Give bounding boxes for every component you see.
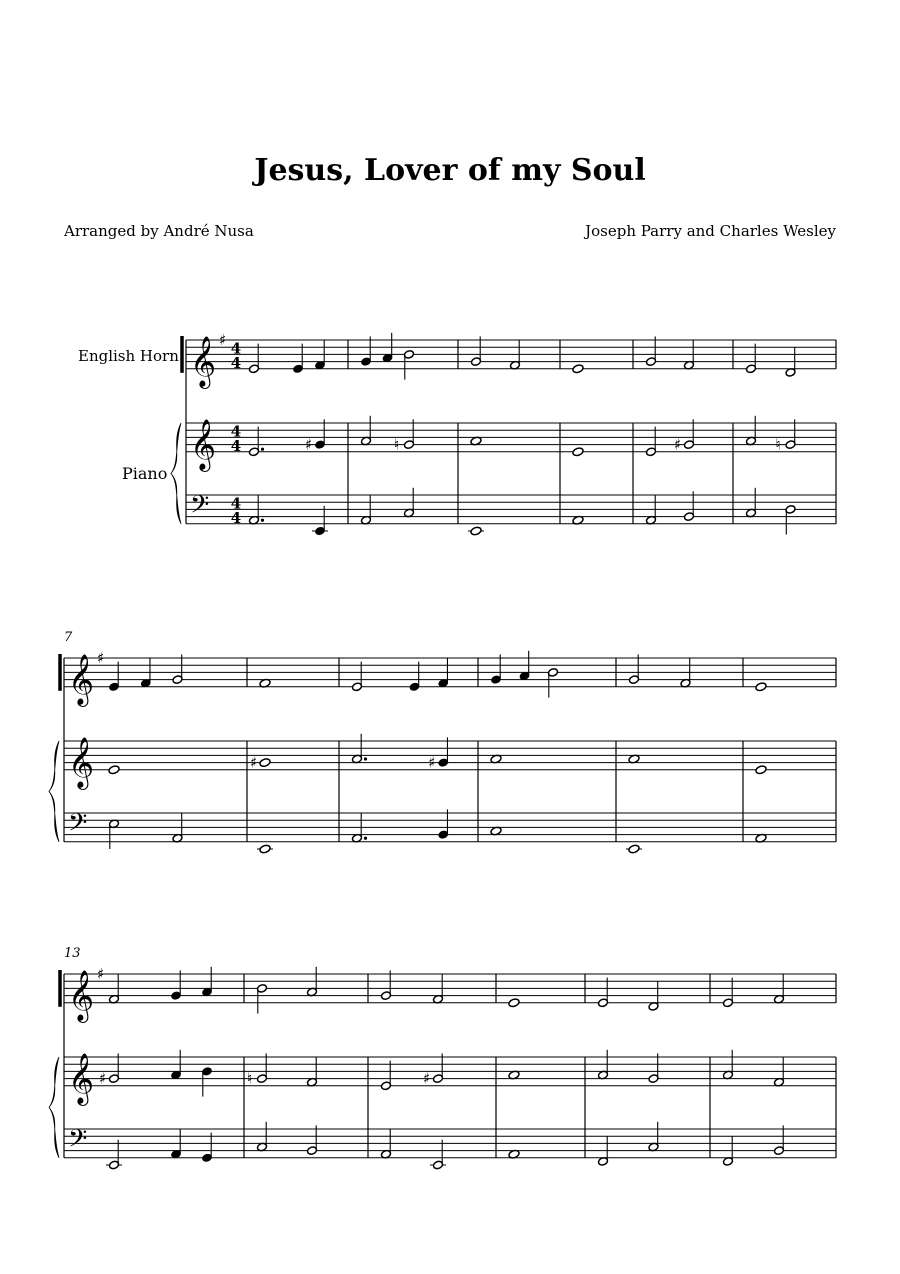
- english-horn-label: English Horn: [78, 347, 179, 365]
- treble-clef-icon: 𝄞: [68, 1052, 95, 1104]
- note: [381, 1129, 392, 1159]
- note: [572, 364, 584, 374]
- note: [684, 491, 695, 521]
- note: [629, 654, 640, 684]
- note: [315, 340, 326, 370]
- notehead: [259, 844, 271, 854]
- dot: [261, 448, 264, 451]
- note: [202, 1133, 213, 1163]
- bass-clef-icon: 𝄢: [68, 808, 88, 844]
- note: [404, 488, 415, 518]
- note: [746, 488, 757, 518]
- treble-clef-icon: 𝄞: [68, 969, 95, 1021]
- note: [438, 658, 449, 688]
- sharp-accidental-icon: ♯: [305, 435, 313, 454]
- bass-clef-icon: 𝄢: [68, 1124, 88, 1160]
- note: [755, 682, 767, 692]
- composer-credit: Joseph Parry and Charles Wesley: [585, 222, 836, 240]
- note: [361, 336, 372, 366]
- system-3: [49, 965, 836, 1170]
- note: [674, 419, 694, 453]
- note: [572, 447, 584, 457]
- note: [626, 844, 642, 854]
- sharp-accidental-icon: ♯: [428, 753, 436, 772]
- note: [774, 1057, 785, 1087]
- note: [249, 495, 265, 525]
- note: [723, 1136, 734, 1166]
- note: [257, 1122, 268, 1152]
- note: [680, 658, 691, 688]
- note: [774, 974, 785, 1004]
- system-1: [171, 331, 836, 536]
- note: [433, 974, 444, 1004]
- time-signature-top: 4: [230, 494, 242, 513]
- note: [352, 662, 363, 692]
- note: [140, 658, 151, 688]
- note: [648, 1053, 659, 1083]
- note: [776, 419, 796, 453]
- note: [172, 813, 183, 843]
- note: [428, 737, 448, 771]
- note: [510, 340, 521, 370]
- note: [430, 1140, 446, 1170]
- time-signature-bottom: 4: [230, 436, 242, 455]
- note: [746, 344, 757, 374]
- note: [438, 809, 449, 839]
- note: [723, 1050, 734, 1080]
- note: [723, 978, 734, 1008]
- notehead: [108, 765, 120, 775]
- note: [257, 984, 268, 1014]
- note: [468, 526, 484, 536]
- note: [171, 1129, 182, 1159]
- key-signature-sharp-icon: ♯: [97, 649, 105, 667]
- note: [423, 1053, 443, 1087]
- note: [598, 1050, 609, 1080]
- treble-clef-icon: 𝄞: [68, 653, 95, 705]
- note: [746, 416, 757, 446]
- note: [202, 1067, 213, 1097]
- sharp-accidental-icon: ♯: [99, 1069, 107, 1088]
- key-signature-sharp-icon: ♯: [219, 331, 227, 349]
- note: [409, 662, 420, 692]
- treble-clef-icon: 𝄞: [68, 736, 95, 788]
- note: [202, 967, 213, 997]
- note: [404, 350, 415, 380]
- note: [381, 1061, 392, 1091]
- note: [352, 813, 368, 843]
- note: [109, 819, 120, 849]
- note: [394, 419, 414, 453]
- note: [646, 427, 657, 457]
- note: [249, 344, 260, 374]
- note: [106, 1140, 122, 1170]
- note: [307, 1125, 318, 1155]
- note: [293, 344, 304, 374]
- notehead: [508, 998, 520, 1008]
- note: [99, 1053, 119, 1087]
- time-signature-top: 4: [230, 422, 242, 441]
- note: [648, 981, 659, 1011]
- arranger-credit: Arranged by André Nusa: [64, 222, 254, 240]
- note: [381, 970, 392, 1000]
- notehead: [259, 758, 271, 768]
- note: [548, 668, 559, 698]
- treble-clef-icon: 𝄞: [190, 418, 217, 470]
- time-signature-top: 4: [230, 339, 242, 358]
- note: [774, 1125, 785, 1155]
- sharp-accidental-icon: ♯: [250, 753, 258, 772]
- note: [109, 662, 120, 692]
- note: [361, 495, 372, 525]
- sharp-accidental-icon: ♯: [674, 435, 682, 454]
- note: [648, 1122, 659, 1152]
- note: [785, 505, 796, 535]
- piano-brace: [171, 423, 181, 524]
- note: [755, 765, 767, 775]
- natural-accidental-icon: ♮: [394, 435, 400, 454]
- note: [491, 654, 502, 684]
- note: [508, 998, 520, 1008]
- measure-number-13: 13: [64, 946, 81, 961]
- notehead: [628, 844, 640, 854]
- natural-accidental-icon: ♮: [775, 435, 781, 454]
- dot: [364, 837, 367, 840]
- note: [171, 970, 182, 1000]
- measure-number-7: 7: [64, 630, 73, 645]
- note: [785, 347, 796, 377]
- note: [471, 336, 482, 366]
- bass-clef-icon: 𝄢: [190, 490, 210, 526]
- note: [646, 336, 657, 366]
- note: [247, 1053, 267, 1087]
- time-signature-bottom: 4: [230, 353, 242, 372]
- note: [257, 844, 273, 854]
- key-signature-sharp-icon: ♯: [97, 965, 105, 983]
- note: [598, 1136, 609, 1166]
- piano-brace: [49, 1057, 59, 1158]
- notehead: [470, 526, 482, 536]
- note: [109, 974, 120, 1004]
- time-signature-bottom: 4: [230, 508, 242, 527]
- notehead: [572, 364, 584, 374]
- treble-clef-icon: 𝄞: [190, 335, 217, 387]
- note: [646, 495, 657, 525]
- notehead: [755, 765, 767, 775]
- note: [305, 419, 325, 453]
- score-title: Jesus, Lover of my Soul: [254, 153, 646, 188]
- note: [307, 1057, 318, 1087]
- natural-accidental-icon: ♮: [247, 1069, 253, 1088]
- note: [172, 654, 183, 684]
- note: [312, 506, 328, 536]
- note: [250, 754, 271, 772]
- piano-label: Piano: [122, 464, 168, 483]
- note: [598, 978, 609, 1008]
- piano-brace: [49, 741, 59, 842]
- note: [171, 1050, 182, 1080]
- system-2: [49, 649, 836, 854]
- note: [382, 333, 393, 363]
- dot: [261, 519, 264, 522]
- note: [519, 651, 530, 681]
- note: [361, 416, 372, 446]
- notehead: [755, 682, 767, 692]
- note: [684, 340, 695, 370]
- dot: [364, 757, 367, 760]
- sharp-accidental-icon: ♯: [423, 1069, 431, 1088]
- notehead: [572, 447, 584, 457]
- note: [108, 765, 120, 775]
- note: [352, 734, 368, 764]
- note: [307, 967, 318, 997]
